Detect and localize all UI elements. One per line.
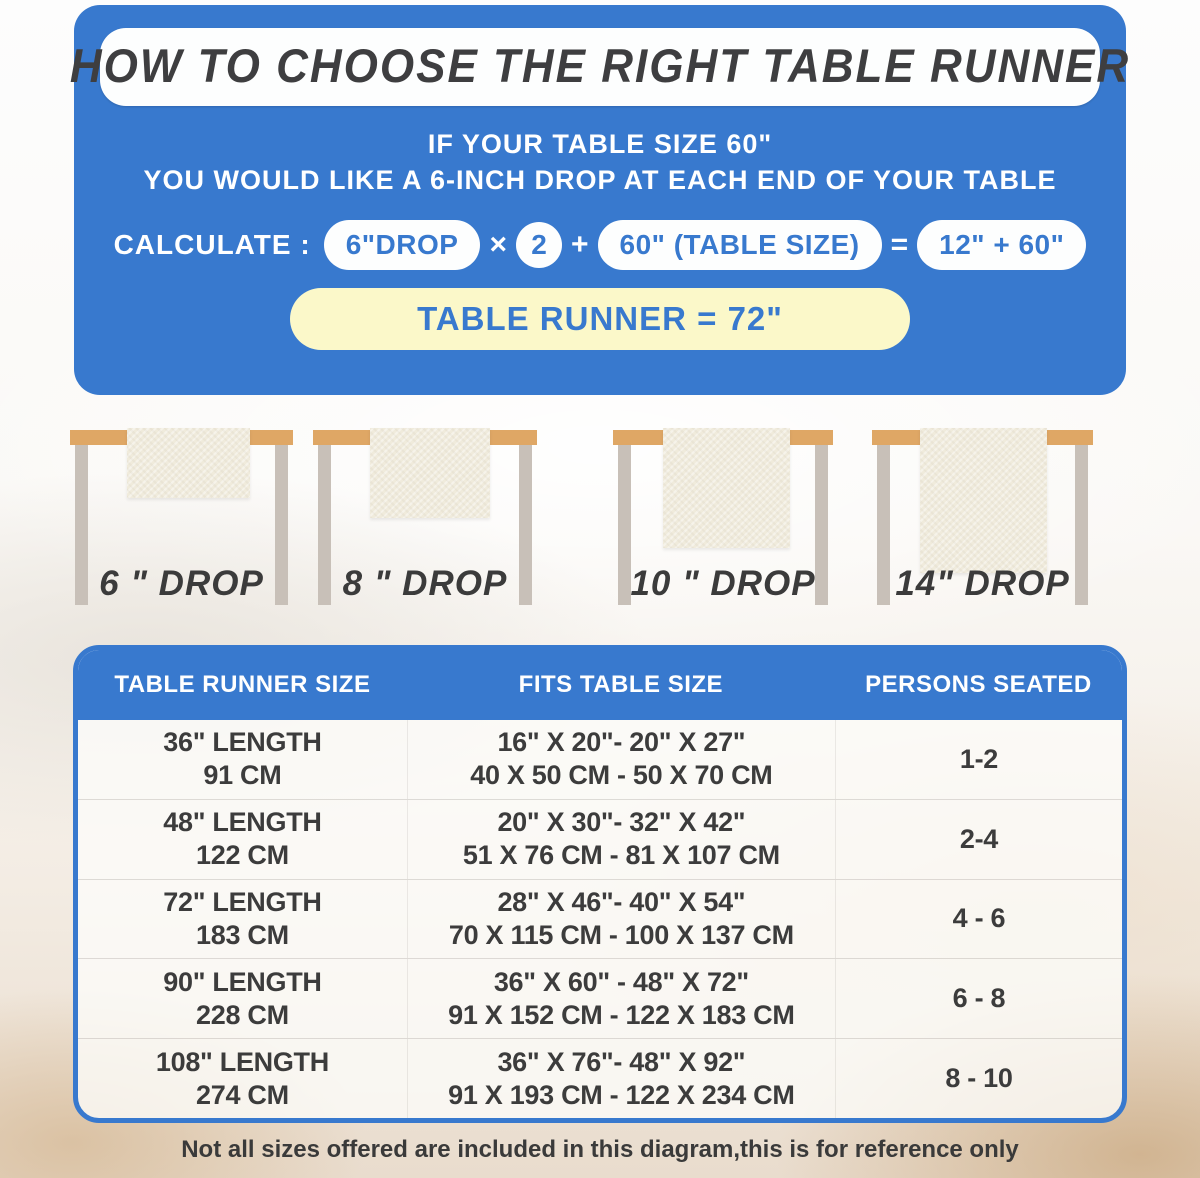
size-table-body: [78, 720, 1122, 1118]
fits-size-inches: 28" X 46"- 40" X 54": [497, 886, 746, 917]
fits-size-cell: [407, 800, 835, 879]
page-title: HOW TO CHOOSE THE RIGHT TABLE RUNNER: [69, 40, 1131, 93]
intro-line-2: YOU WOULD LIKE A 6-INCH DROP AT EACH END OF YOUR TABLE: [143, 165, 1057, 195]
persons-cell: [835, 959, 1122, 1038]
table-row: [78, 958, 1122, 1038]
fits-size-inches: 36" X 76"- 48" X 92": [497, 1046, 746, 1077]
fits-size-cm: 40 X 50 CM - 50 X 70 CM: [470, 760, 773, 791]
runner-drape: [663, 428, 790, 548]
fits-size-inches: 16" X 20"- 20" X 27": [497, 727, 746, 758]
table-figure-14-drop: [872, 428, 1093, 628]
runner-size-cm: 274 CM: [196, 1079, 289, 1110]
runner-size-inches: 108" LENGTH: [155, 1046, 329, 1077]
size-reference-table: [73, 645, 1127, 1123]
column-header-runner-size: TABLE RUNNER SIZE: [114, 671, 371, 698]
runner-drape: [370, 428, 490, 518]
drop-label: 8 " DROP: [342, 564, 508, 603]
runner-size-cell: [78, 806, 407, 872]
runner-size-inches: 90" LENGTH: [163, 966, 322, 997]
persons-cell: [835, 880, 1122, 959]
plus-sign: +: [570, 228, 589, 261]
table-row: [78, 879, 1122, 959]
footnote: Not all sizes offered are included in this diagram,this is for reference only: [181, 1136, 1019, 1163]
runner-size-inches: 48" LENGTH: [163, 807, 322, 838]
fits-size-inches: 20" X 30"- 32" X 42": [497, 807, 746, 838]
intro-line-1: IF YOUR TABLE SIZE 60": [427, 129, 773, 159]
multiplier-badge: 2: [516, 222, 562, 268]
table-figure-6-drop: [70, 428, 293, 628]
persons-cell: [835, 720, 1122, 799]
runner-size-cell: [78, 966, 407, 1032]
table-figure-10-drop: [613, 428, 833, 628]
table-row: [78, 720, 1122, 799]
multiply-sign: ×: [489, 228, 507, 261]
runner-size-cm: 122 CM: [196, 840, 289, 871]
runner-size-cm: 91 CM: [203, 760, 282, 791]
column-header-persons: PERSONS SEATED: [865, 671, 1092, 698]
table-size-pill: 60" (TABLE SIZE): [598, 220, 882, 270]
persons-value: 1-2: [959, 743, 998, 774]
drop-label: 14" DROP: [895, 564, 1070, 603]
fits-size-cm: 51 X 76 CM - 81 X 107 CM: [462, 840, 780, 871]
drop-label: 10 " DROP: [630, 564, 816, 603]
fits-size-cm: 91 X 152 CM - 122 X 183 CM: [448, 999, 795, 1030]
fits-size-cell: [407, 959, 835, 1038]
persons-value: 8 - 10: [945, 1063, 1013, 1094]
persons-cell: [835, 800, 1122, 879]
fits-size-cm: 70 X 115 CM - 100 X 137 CM: [448, 919, 794, 950]
intro-text: [100, 126, 1100, 198]
table-row: [78, 799, 1122, 879]
runner-drape: [127, 428, 250, 498]
runner-size-inches: 72" LENGTH: [163, 886, 322, 917]
size-table-header: [78, 650, 1122, 720]
runner-size-cell: [78, 1046, 407, 1112]
drop-label: 6 " DROP: [99, 564, 264, 603]
column-header-fits-size: FITS TABLE SIZE: [518, 671, 724, 698]
sum-pill: 12" + 60": [917, 220, 1086, 270]
result-pill: TABLE RUNNER = 72": [290, 288, 910, 350]
table-figure-8-drop: [313, 428, 537, 628]
persons-value: 2-4: [959, 823, 998, 854]
persons-value: 4 - 6: [952, 903, 1006, 934]
runner-size-cell: [78, 886, 407, 952]
persons-value: 6 - 8: [952, 983, 1006, 1014]
equals-sign: =: [890, 228, 909, 261]
table-row: [78, 1038, 1122, 1118]
runner-size-cm: 228 CM: [196, 999, 289, 1030]
drop-pill: 6"DROP: [324, 220, 481, 270]
fits-size-cell: [407, 1039, 835, 1118]
hero-panel: [69, 5, 1131, 395]
fits-size-cell: [407, 880, 835, 959]
calculate-label: CALCULATE :: [113, 229, 311, 260]
fits-size-cm: 91 X 193 CM - 122 X 234 CM: [448, 1079, 795, 1110]
fits-size-inches: 36" X 60" - 48" X 72": [493, 966, 749, 997]
runner-size-inches: 36" LENGTH: [163, 727, 322, 758]
runner-drape: [920, 428, 1047, 573]
runner-size-cell: [78, 726, 407, 792]
fits-size-cell: [407, 720, 835, 799]
persons-cell: [835, 1039, 1122, 1118]
title-banner: [69, 28, 1131, 106]
calculation-row: [100, 220, 1100, 270]
runner-size-cm: 183 CM: [196, 919, 289, 950]
